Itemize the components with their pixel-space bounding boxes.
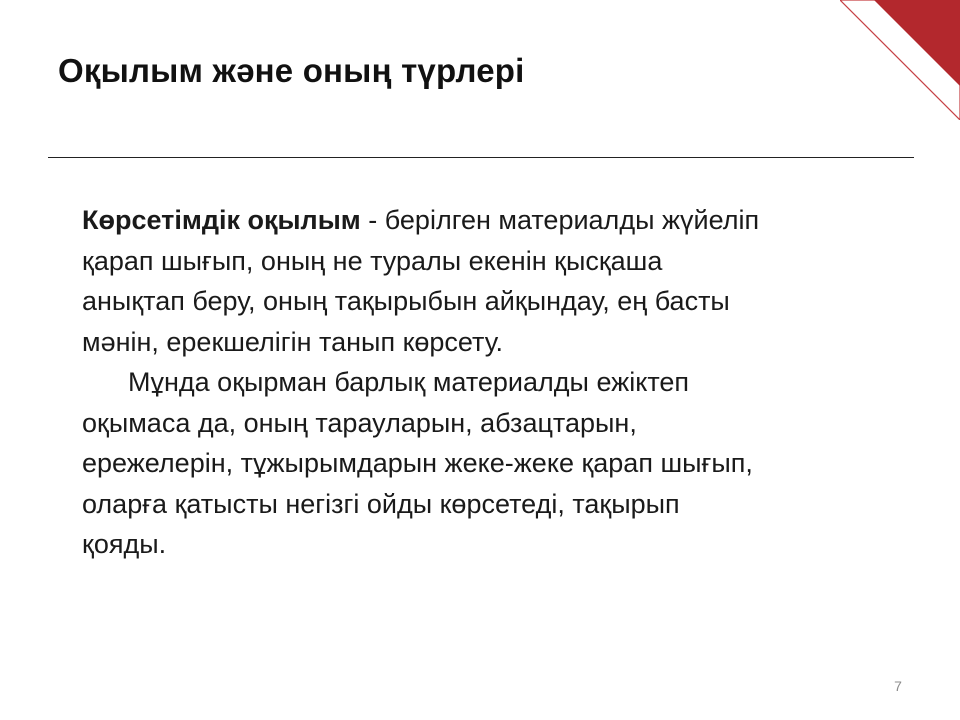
paragraph-definition bbox=[82, 200, 912, 362]
explanation-line-4: оларға қатысты негізгі ойды көрсетеді, тақырып bbox=[82, 488, 680, 519]
explanation-line-1: Мұнда оқырман барлық материалды ежіктеп bbox=[128, 367, 690, 397]
page-number: 7 bbox=[894, 678, 902, 694]
explanation-line-5: қояды. bbox=[82, 529, 167, 559]
slide-body bbox=[82, 200, 912, 565]
explanation-line-3: ережелерін, тұжырымдарын жеке-жеке қарап шығып, bbox=[82, 448, 753, 478]
definition-line-1: берілген материалды жүйеліп bbox=[384, 205, 760, 235]
title-divider bbox=[48, 157, 914, 158]
term-separator: - bbox=[360, 205, 385, 235]
explanation-line-2: оқымаса да, оның тарауларын, абзацтарын, bbox=[82, 407, 637, 438]
paragraph-explanation bbox=[82, 362, 912, 565]
corner-filled-triangle bbox=[874, 0, 960, 86]
term-label: Көрсетімдік оқылым bbox=[82, 205, 361, 235]
definition-line-3: анықтап беру, оның тақырыбын айқындау, ең басты bbox=[82, 286, 730, 316]
corner-accent-triangle bbox=[840, 0, 960, 120]
definition-line-2: қарап шығып, оның не туралы екенін қысқаша bbox=[82, 245, 663, 276]
slide-title: Оқылым және оның түрлері bbox=[58, 52, 525, 89]
definition-line-4: мәнін, ерекшелігін танып көрсету. bbox=[82, 326, 504, 357]
